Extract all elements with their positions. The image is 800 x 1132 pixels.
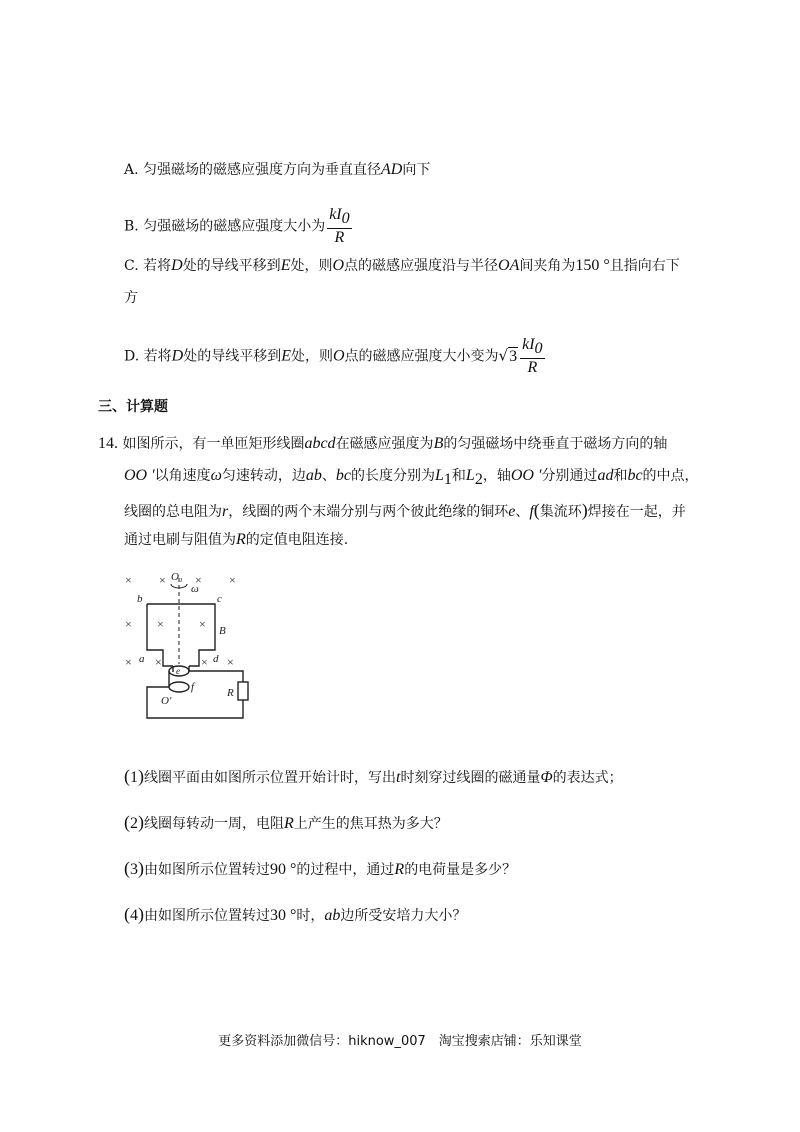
subquestion-4: (4)由如图所示位置转过30 °时，ab边所受安培力大小？ (124, 904, 467, 924)
field-cross-mark: × (125, 617, 132, 631)
sqrt-sign: √ (498, 346, 509, 365)
option-c: C. 若将D处的导线平移到E处，则O点的磁感应强度沿与半径OA间夹角为150 °且指向右下 (124, 257, 680, 274)
external-circuit-top (189, 671, 243, 682)
label-f: f (191, 681, 195, 693)
option-label: D. (124, 348, 140, 365)
label-a: a (139, 653, 145, 665)
label-c: c (217, 593, 222, 605)
field-cross-mark: × (125, 573, 132, 587)
fraction: $\frac{kI_0}{R}$ (329, 206, 350, 247)
field-cross-mark: × (157, 617, 164, 631)
subquestion-3: (3)由如图所示位置转过90 °的过程中，通过R的电荷量是多少？ (124, 858, 517, 878)
field-cross-mark: × (229, 573, 236, 587)
field-cross-mark: × (159, 573, 166, 587)
field-cross-mark: × (227, 655, 234, 669)
option-label: A. (124, 162, 139, 178)
q14-line-3: 线圈的总电阻为r，线圈的两个末端分别与两个彼此绝缘的铜环e、f(集流环)焊接在一起，并 (124, 500, 686, 520)
field-cross-mark: × (201, 655, 208, 669)
field-cross-mark: × (125, 655, 132, 669)
field-cross-mark: × (155, 655, 162, 669)
label-d: d (213, 653, 219, 665)
label-field-b: B (219, 625, 226, 637)
question-number: 14. (98, 435, 118, 452)
q14-line-2: OO ′以角速度ω匀速转动，边ab、bc的长度分别为$L_1$和$L_2$，轴OO ′分别通过ad和bc的中点， (124, 467, 699, 488)
fraction: $\frac{kI_0}{R}$ (522, 336, 543, 377)
coil-diagram (115, 568, 265, 728)
ring-f (169, 682, 189, 692)
q14-line-4: 通过电刷与阻值为R的定值电阻连接. (124, 531, 349, 548)
label-b: b (137, 593, 143, 605)
subquestion-2: (2)线圈每转动一周，电阻R上产生的焦耳热为多大？ (124, 812, 448, 832)
section-heading: 三、计算题 (98, 399, 168, 415)
label-omega: ω (191, 583, 199, 595)
option-label: C. (124, 258, 139, 274)
option-b: B. 匀强磁场的磁感应强度大小为 $\frac{kI_0}{R}$ (124, 206, 350, 247)
label-o2: O′ (161, 695, 172, 707)
resistor-r (238, 682, 248, 700)
subquestion-1: (1)线圈平面由如图所示位置开始计时，写出t时刻穿过线圈的磁通量Φ的表达式； (124, 766, 623, 786)
option-c-wrap: 方 (124, 290, 138, 306)
option-label: B. (124, 218, 139, 235)
footer-ad: 更多资料添加微信号：hiknow_007 淘宝搜索店铺：乐知课堂 (218, 1034, 582, 1049)
q14-line-1: 14. 如图所示，有一单匝矩形线圈abcd在磁感应强度为B的匀强磁场中绕垂直于磁场方向的轴 (98, 435, 668, 452)
label-e: e (176, 666, 180, 676)
field-cross-mark: × (199, 617, 206, 631)
label-o1: O₁ (171, 571, 183, 583)
option-a: A. 匀强磁场的磁感应强度方向为垂直直径AD向下 (124, 161, 431, 178)
option-d: D. 若将D处的导线平移到E处，则O点的磁感应强度大小变为√3 $\frac{kI_0}{R}$ (124, 336, 543, 377)
label-r: R (227, 687, 234, 699)
field-cross-mark: × (195, 573, 202, 587)
